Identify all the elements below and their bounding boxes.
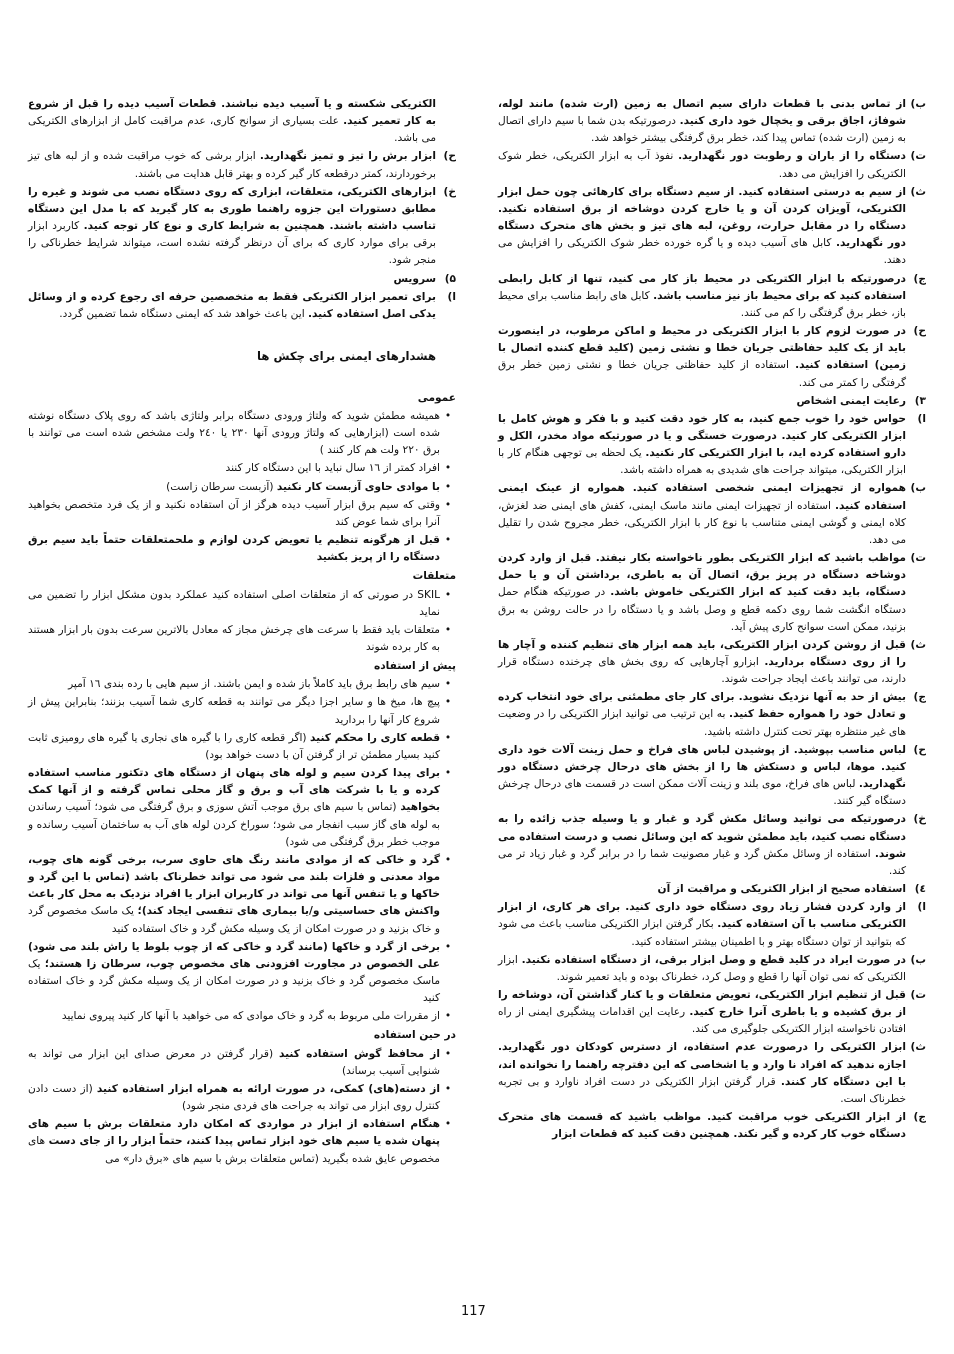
accessories-heading: متعلقات	[412, 570, 456, 583]
item-normal-text: ابزار الکتریکی که نمی توان آنها را قطع و وصل کرد، خطرناک بوده و باید تعمیر شوند.	[498, 953, 906, 983]
section-number: ۳)	[914, 394, 926, 407]
item-text	[28, 1116, 440, 1167]
item-text	[498, 550, 906, 636]
accessories-bullets	[28, 587, 456, 657]
list-item	[498, 952, 926, 986]
tool-care-list	[28, 148, 456, 269]
item-bold-text: لباس مناسب بپوشید. از پوشیدن لباس های فراخ و حمل زینت آلات خود داری کنید. موها، لباس و دستکش ها را از بخش های درحال چرخش دستگاه دور نگهدارید.	[498, 743, 906, 791]
item-marker: ث)	[910, 185, 926, 198]
item-marker: ج)	[913, 1111, 926, 1124]
section-tool-use-heading	[498, 881, 926, 898]
item-text	[28, 289, 436, 323]
item-marker: ث)	[910, 638, 926, 651]
item-bold-text: ابزار برش را تیز و تمیز نگهدارید.	[259, 150, 436, 163]
item-bold-text: قبل از روشن کردن ابزار الکتریکی، باید همه ابزار های تنظیم کننده و آچار ها را از روی دستگاه بردارید.	[498, 638, 906, 668]
continuation-text: علت بسیاری از سوانح کاری، عدم مراقبت کامل از ابزارهای الکتریکی می باشد.	[28, 115, 436, 145]
item-bold-text: از وارد کردن فشار زیاد روی دستگاه خود داری کنید. برای هر کاری، از ابزار الکتریکی مناسب با آن استفاده کنید.	[498, 901, 906, 931]
item-marker: ح)	[913, 325, 926, 338]
list-item	[498, 480, 926, 549]
list-item	[28, 289, 456, 323]
item-text	[498, 637, 906, 688]
bullet-item	[28, 939, 456, 1008]
before-use-heading: پیش از استفاده	[373, 660, 456, 673]
item-bold-text: با موادی حاوی آزبست کار نکنید	[276, 480, 440, 493]
item-bold-text: همواره از تجهیزات ایمنی شخصی استفاده کنید. همواره از عینک ایمنی استفاده کنید.	[498, 482, 906, 512]
section-number: ۵)	[444, 272, 456, 285]
section-title: سرویس	[393, 272, 436, 285]
item-text	[28, 532, 440, 566]
item-normal-text: استفاده از وسائل مکش گرد و غبار مصونیت شما را در برابر گرد و غبار زیاد تر می کند.	[498, 847, 906, 877]
item-marker: ح)	[913, 743, 926, 756]
section-title: استفاده صحیح از ابزار الکتریکی و مراقبت از آن	[657, 883, 906, 896]
bullet-icon: •	[444, 1082, 452, 1095]
list-item	[498, 637, 926, 688]
general-bullets	[28, 408, 456, 566]
item-bold-text: قبل از هرگونه تنظیم یا تعویض کردن لوازم و ملحمتعلقات حتماً باید سیم برق دستگاه را از پریز بکشید	[28, 534, 440, 564]
item-marker: ت)	[910, 150, 926, 163]
item-marker: ت)	[910, 988, 926, 1001]
during-use-heading: در حین استفاده	[373, 1029, 456, 1042]
item-text	[28, 1081, 440, 1115]
item-marker: ا)	[917, 901, 926, 914]
list-item	[498, 987, 926, 1038]
item-normal-text: (قرار گرفتن در معرض صدای این ابزار می تواند به شنوایی آسیب برساند)	[28, 1047, 440, 1077]
item-bold-text: برای تعمیر ابزار الکتریکی فقط به متخصصین حرفه ای رجوع کرده و از وسائل یدکی اصل استفاده کنید.	[28, 290, 436, 320]
electrical-safety-list	[498, 96, 926, 392]
item-bold-text: از سیم به درستی استفاده کنید. از سیم دستگاه برای کارهائی چون حمل ابزار الکتریکی، آویزان کردن آن و یا خارج کردن دوشاخه از برق استفاده نکنید. دستگاه را در مقابل حرارت، روغن، لبه های تیز و بخش های متحرک دستگاه دور نگهدارید.	[498, 185, 906, 250]
item-bold-text: مواظب باشید که ابزار الکتریکی بطور ناخواسته بکار نیفتد. قبل از وارد کردن دوشاخه دستگاه در پریز برق، اتصال آن به باطری، برداشتن آن و یا حمل دستگاه، باید دقت کنید که ابزار الکتریکی خاموش باشد.	[498, 552, 906, 599]
item-text	[28, 148, 436, 182]
continuation-paragraph	[28, 96, 456, 147]
item-bold-text: از محافظ گوش استفاده کنید	[278, 1047, 440, 1060]
list-item	[498, 899, 926, 950]
item-marker: ا)	[447, 290, 456, 303]
item-text	[28, 694, 440, 728]
continuation-bold: الکتریکی شکسته و یا آسیب دیده نباشند. قطعات آسیب دیده را قبل از شروع به کار تعمیر کنید.	[28, 98, 437, 128]
item-normal-text: (اگر قطعه کاری را با گیره های نجاری یا گیره های رومیزی ثابت کنید بسیار مطمئن تر از گرفتن آن با دست خواهد بود)	[28, 731, 440, 761]
personal-safety-list	[498, 411, 926, 880]
item-normal-text: یک ماسک مخصوص گرد و خاک بزنید و در صورت امکان از یک وسیله مکش گرد و خاک استفاده کنید	[28, 957, 440, 1005]
item-normal-text: به این ترتیب می توانید ابزار الکتریکی را در وضعیت های غیر منتظره بهتر تحت کنترل داشته باشید.	[498, 708, 906, 738]
item-normal-text: یک لحظه بی توجهی هنگام کار با ابزار الکتریکی، میتواند جراحت های شدیدی به همراه داشته باشد.	[498, 447, 906, 477]
item-bold-text: درصورتیکه با ابزار الکتریکی در محیط باز کار می کنید، تنها از کابل رابطی استفاده کنید که برای محیط باز نیز مناسب باشد.	[498, 272, 907, 302]
item-normal-text: همیشه مطمئن شوید که ولتاژ ورودی دستگاه برابر ولتاژی باشد که روی پلاک دستگاه نوشته شده است (ابزارهایی که ولتاژ ورودی آنها ۲۳۰ یا ۲٤۰ ولت مشخص شده است می توانند با برق ۲۲۰ ولت هم کار کنند )	[28, 409, 440, 457]
item-text	[498, 987, 906, 1038]
item-marker: ت)	[910, 552, 926, 565]
item-normal-text: کابل های آسیب دیده و یا گره خورده خطر شوک الکتریکی را افزایش می دهند.	[498, 237, 906, 267]
item-text	[28, 184, 436, 270]
item-bold-text: قبل از تنظیم ابزار الکتریکی، تعویض متعلقات و یا کنار گذاشتن آن، دوشاخه را از برق کشیده و یا باطری آنرا خارج کنید.	[498, 988, 906, 1019]
general-heading: عمومی	[417, 391, 456, 404]
item-normal-text: افراد کمتر از ١٦ سال نباید با این دستگاه کار کنند	[225, 462, 440, 475]
item-normal-text: ابزارو آچارهایی که روی بخش های چرخنده دستگاه قرار دارند، می توانند باعث ایجاد جراحت شوند.	[498, 656, 906, 686]
bullet-icon: •	[444, 1047, 452, 1060]
hammer-safety-title: هشدارهای ایمنی برای چکش ها	[257, 349, 436, 364]
item-text	[498, 148, 906, 182]
item-normal-text: این باعث خواهد شد که ایمنی دستگاه شما تضمین گردد.	[59, 307, 305, 320]
left-column	[28, 96, 456, 1169]
item-text	[498, 742, 906, 811]
item-text	[28, 852, 440, 938]
list-item	[498, 148, 926, 182]
list-item	[28, 148, 456, 182]
section-number: ٤)	[914, 883, 926, 896]
item-normal-text: درصورتیکه بدن شما با سیم دارای اتصال به زمین (ارت شده) تماس پیدا کند، خطر برق گرفتگی بیشتر خواهد شد.	[498, 115, 906, 145]
section-service-heading	[28, 271, 456, 288]
item-text	[498, 323, 906, 392]
bullet-item	[28, 479, 456, 496]
bullet-icon: •	[444, 409, 452, 422]
list-item	[498, 742, 926, 811]
bullet-item	[28, 765, 456, 851]
bullet-item	[28, 730, 456, 764]
bullet-icon: •	[444, 1118, 452, 1131]
bullet-item	[28, 1116, 456, 1167]
item-text	[28, 497, 440, 531]
item-marker: خ)	[913, 813, 926, 826]
item-text	[28, 1046, 440, 1080]
item-text	[28, 460, 440, 477]
bullet-icon: •	[444, 588, 452, 601]
item-bold-text: هنگام استفاده از ابزار در مواردی که امکان دارد متعلقات برش با سیم های پنهان شده یا سیم های خود ابزار تماس پیدا کنند، حتماً ابزار را از جای دست	[28, 1118, 440, 1148]
item-normal-text: در صورتیکه هنگام حمل دستگاه انگشت شما روی دکمه قطع و وصل باشد و یا دستگاه را در حالت روشن به برق بزنید، ممکن است سوانح کاری پیش آید.	[498, 586, 906, 633]
item-bold-text: در صورت لزوم کار با ابزار الکتریکی در محیط و اماکن مرطوب، در اینصورت باید از یک کلید حفاظتی جریان خطا و نشتی زمین (کلید قطع کننده اتصال با زمین) استفاده کنید.	[498, 325, 906, 372]
item-normal-text: لباس های فراخ، موی بلند و زینت آلات ممکن است در قسمت های درحال چرخش دستگاه گیر کنند.	[498, 778, 906, 808]
bullet-item	[28, 532, 456, 566]
item-bold-text: از ابزار الکتریکی خوب مراقبت کنید. مواظب باشید که قسمت های متحرک دستگاه خوب کار کرده و گیر نکند. همچنین دقت کنید که قطعات ابزار	[498, 1111, 906, 1141]
item-marker: ب)	[910, 482, 926, 495]
item-normal-text: کابل های رابط مناسب برای محیط باز، خطر برق گرفتگی را کم می کنند.	[498, 289, 906, 319]
item-marker: ج)	[913, 272, 926, 285]
bullet-item	[28, 1081, 456, 1115]
item-text	[28, 587, 440, 621]
item-bold-text: قطعه کاری را محکم کنید	[310, 731, 441, 744]
item-bold-text: درصورتیکه می توانید وسائل مکش گرد و غبار و یا وسیله جذب زائده را به دستگاه نصب کنید، باید مطمئن شوید که این وسائل نصب و درست استفاده می شوند.	[498, 813, 906, 860]
item-normal-text: سیم های رابط برق باید کاملاً باز شده و ایمن باشند. از سیم هایی با رده بندی ١٦ آمپر	[68, 678, 440, 691]
list-item	[498, 689, 926, 740]
during-use-bullets	[28, 1046, 456, 1168]
tool-use-list	[498, 899, 926, 1143]
item-bold-text: برای پیدا کردن سیم و لوله های پنهان از دستگاه های دتکتور مناسب استفاده کرده و یا با شرکت های آب و برق و گاز محلی تماس گرفته و از آنها کمک بخواهید	[28, 767, 440, 814]
item-normal-text: (از دست دادن کنترل روی ابزار می تواند به جراحت های فردی منجر شود)	[28, 1082, 440, 1113]
list-item	[498, 184, 926, 270]
page-number: 117	[461, 1304, 486, 1319]
list-item	[28, 184, 456, 270]
item-bold-text: دستگاه را از باران و رطوبت دور نگهدارید.	[678, 150, 906, 163]
bullet-icon: •	[444, 767, 452, 780]
bullet-icon: •	[444, 498, 452, 511]
item-normal-text: نفوذ آب به ابزار الکتریکی، خطر شوک الکتریکی را افزایش می دهد.	[498, 150, 906, 180]
bullet-icon: •	[444, 940, 452, 953]
item-text	[28, 939, 440, 1008]
service-list	[28, 289, 456, 323]
item-normal-text: استفاده از کلید حفاظتی جریان خطا و نشتی زمین خطر برق گرفتگی را کمتر می کند.	[498, 359, 906, 389]
bullet-item	[28, 1046, 456, 1080]
item-normal-text: یک ماسک مخصوص گرد و خاک بزنید و در صورت امکان از یک وسیله مکش گرد و خاک استفاده کنید	[28, 905, 440, 935]
right-column	[498, 96, 926, 1144]
item-text	[498, 689, 906, 740]
item-text	[28, 1008, 440, 1025]
item-bold-text: ابزارهای الکتریکی، متعلقات، ابزاری که روی دستگاه نصب می شوند و غیره را مطابق دستورات این جزوه راهنما طوری به کار گیرید که با مدل این دستگاه تناسب داشته باشند. همچنین به شرایط کاری و نوع کار توجه کنید.	[28, 185, 436, 233]
item-normal-text: ابزار برشی که خوب مراقبت شده و از لبه های تیز برخوردارند، کمتر درقطعه کار گیر کرده و بهتر قابل هدایت می باشند.	[28, 150, 436, 180]
item-text	[498, 952, 906, 986]
list-item	[498, 1109, 926, 1143]
item-bold-text: از تماس بدنی با قطعات دارای سیم اتصال به زمین (ارت شده) مانند لوله، شوفاژ، اجاق برقی و یخچال خود داری کنید.	[498, 98, 906, 128]
bullet-item	[28, 676, 456, 693]
item-normal-text: پیچ ها، میخ ها و سایر اجزا دیگر می توانند به قطعه کاری شما آسیب بزنند؛ بنابراین پیش از شروع کار آنها را بردارید	[28, 696, 440, 726]
item-normal-text: های مخصوص عایق شده بگیرید (تماس متعلقات برش با سیم های «برق دار» می	[28, 1135, 440, 1165]
bullet-icon: •	[444, 623, 452, 636]
list-item	[498, 550, 926, 636]
bullet-item	[28, 1008, 456, 1025]
list-item	[498, 271, 926, 322]
bullet-item	[28, 587, 456, 621]
item-text	[498, 811, 906, 880]
item-normal-text: متعلقات باید فقط با سرعت های چرخش مجاز که معادل بالاترین سرعت بدون بار ابزار هستند به کار برده شوند	[28, 623, 440, 653]
bullet-icon: •	[444, 480, 452, 493]
item-normal-text: از مقررات ملی مربوط به گرد و خاک موادی که می خواهید با آنها کار کنید پیروی نمایید	[61, 1010, 440, 1023]
item-text	[498, 1039, 906, 1108]
bullet-item	[28, 852, 456, 938]
bullet-item	[28, 694, 456, 728]
item-text	[498, 411, 906, 480]
bullet-item	[28, 622, 456, 656]
list-item	[498, 411, 926, 480]
bullet-icon: •	[444, 1010, 452, 1023]
item-marker: ب)	[910, 98, 926, 110]
item-bold-text: بیش از حد به آنها نزدیک نشوید. برای کار جای مطمئنی برای خود انتخاب کرده و تعادل خود را همواره حفظ کنید.	[498, 691, 906, 721]
item-bold-text: ابزار الکتریکی را درصورت عدم استفاده، از دسترس کودکان دور نگهدارید. اجازه ندهید که افراد نا وارد و یا اشخاصی که این دفترچه راهنما را نخوانده اند، با این دستگاه کار کنند.	[498, 1041, 906, 1088]
item-bold-text: برخی از گرد و خاکها (مانند گرد و خاکی که از چوب بلوط یا راش بلند می شود) علی الخصوص در مجاورت افزودنی های مخصوص چوب، سرطان زا هستند؛	[28, 940, 440, 970]
item-bold-text: حواس خود را خوب جمع کنید، به کار خود دقت کنید و با فکر و هوش کامل با ابزار الکتریکی کار کنید. درصورت خستگی و یا در صورتیکه مواد مخدر، الکل و دارو استفاده کرده اید، با ابزار الکتریکی کار نکنید.	[498, 412, 906, 460]
item-marker: ح)	[443, 150, 456, 163]
item-bold-text: گرد و خاکی که از موادی مانند رنگ های حاوی سرب، برخی گونه های چوب، مواد معدنی و فلزات بلند می شود می تواند خطرناک باشد (تماس با این گرد و خاکها و یا تنفس آنها می تواند در کاربران ابزار یا افراد نزدیک به محل کار باعث واکنش های حساسیتی و/یا بیماری های تنفسی ایجاد کند)؛	[28, 853, 440, 918]
list-item	[498, 323, 926, 392]
before-use-bullets	[28, 676, 456, 1025]
bullet-icon: •	[444, 696, 452, 709]
list-item	[498, 811, 926, 880]
item-marker: ا)	[917, 412, 926, 425]
list-item	[498, 96, 926, 147]
bullet-icon: •	[444, 678, 452, 691]
item-text	[498, 96, 906, 147]
bullet-icon: •	[444, 462, 452, 475]
bullet-icon: •	[444, 534, 452, 547]
item-text	[28, 479, 440, 496]
item-normal-text: رعایت این اقدامات پیشگیری ایمنی از راه افتادن ناخواسته ابزار الکتریکی جلوگیری می کند.	[498, 1006, 906, 1036]
item-text	[28, 408, 440, 459]
item-text	[498, 1109, 906, 1143]
item-marker: ج)	[913, 691, 926, 704]
bullet-item	[28, 460, 456, 477]
item-normal-text: قرار گرفتن ابزار الکتریکی در دست افراد ناوارد و بی تجربه خطرناک است.	[498, 1075, 906, 1105]
bullet-item	[28, 497, 456, 531]
item-text	[498, 184, 906, 270]
item-normal-text: استفاده از تجهیزات ایمنی مانند ماسک ایمنی، کفش های ایمنی ضد لغزش، کلاه ایمنی و گوشی ایمنی متناسب با نوع کار با ابزار الکتریکی، خطر مجروح شدن را تقلیل می دهد.	[498, 499, 906, 546]
item-bold-text: در صورت ایراد در کلید قطع و وصل ابزار برقی، از دستگاه استفاده نکنید.	[521, 953, 906, 966]
item-text	[28, 765, 440, 851]
item-marker: ث)	[910, 1041, 926, 1054]
item-marker: ب)	[910, 953, 926, 966]
item-normal-text: بکار گرفتن ابزار الکتریکی مناسب باعث می شود که بتوانید از توان دستگاه بهتر و با اطمینان بیشتر استفاده کنید.	[498, 918, 906, 948]
item-marker: خ)	[443, 185, 456, 198]
item-normal-text: SKIL در صورتی که از متعلقات اصلی استفاده کنید عملکرد بدون مشکل ابزار را تضمین می نماید	[28, 588, 440, 618]
item-text	[498, 271, 906, 322]
list-item	[498, 1039, 926, 1108]
item-normal-text: (تماس با سیم های برق موجب آتش سوزی و برق گرفتگی می شود؛ آسیب رساندن به لوله های گاز سبب انفجار می شود؛ سوراخ کردن لوله های آب به ساختمان آسیب رسانده و موجب خطر برق گرفتگی می شود)	[28, 801, 440, 848]
section-title: رعایت ایمنی اشخاص	[796, 394, 906, 407]
bullet-item	[28, 408, 456, 459]
item-text	[28, 676, 440, 693]
item-text	[498, 480, 906, 549]
item-normal-text: کاربرد ابزار برقی برای موارد کاری که برای آن درنظر گرفته نشده است، میتواند شرایط خطرناکی را منجر شود.	[28, 220, 436, 267]
item-normal-text: (آزبست سرطان زاست)	[166, 480, 274, 493]
item-normal-text: وقتی که سیم برق ابزار آسیب دیده هرگز از آن استفاده نکنید و از یک فرد متخصص بخواهید آنرا برای شما عوض کند	[28, 498, 440, 528]
section-personal-safety-heading	[498, 393, 926, 410]
item-text	[28, 730, 440, 764]
item-text	[498, 899, 906, 950]
bullet-icon: •	[444, 853, 452, 866]
bullet-icon: •	[444, 731, 452, 744]
item-text	[28, 622, 440, 656]
item-bold-text: از دسته(های) کمکی، در صورت ارائه به همراه ابزار استفاده کنید	[96, 1082, 440, 1095]
